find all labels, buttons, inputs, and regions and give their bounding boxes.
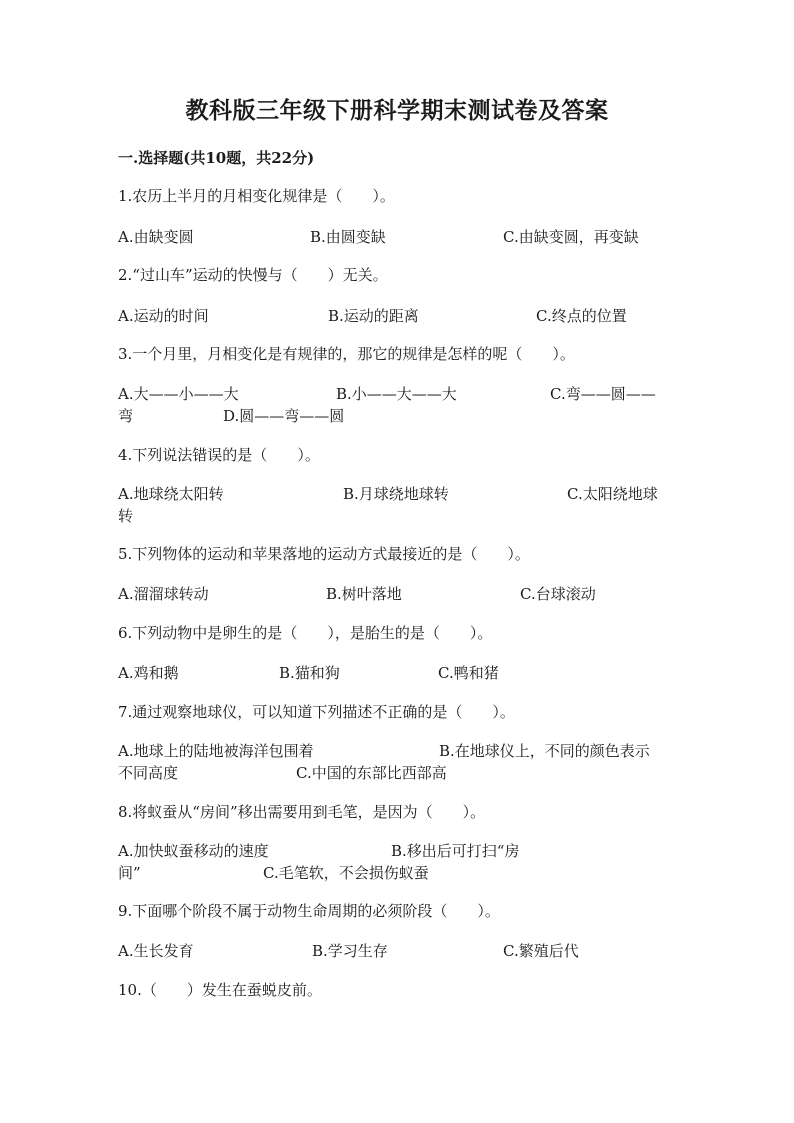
option-b: B.树叶落地 [326,585,402,603]
question-options [118,740,678,784]
question-stem: 10.（ ）发生在蚕蜕皮前。 [118,981,322,999]
option-a: A.生长发育 [118,942,194,960]
option-b: B.猫和狗 [279,664,340,682]
option-c: C.鸭和猪 [438,664,499,682]
question-stem: 3.一个月里，月相变化是有规律的，那它的规律是怎样的呢（ ）。 [118,345,575,363]
option-b: B.运动的距离 [328,307,419,325]
question-options [118,840,678,884]
option-b-continued: 间” [118,864,141,882]
option-c: C.太阳绕地球 [567,485,658,503]
option-b: B.小——大——大 [336,385,457,403]
option-b: B.移出后可打扫“房 [391,842,520,860]
option-d: D.圆——弯——圆 [223,407,345,425]
section-heading: 一.选择题(共10题，共22分) [118,149,315,167]
option-a: A.加快蚁蚕移动的速度 [118,842,269,860]
option-b-continued: 不同高度 [118,764,179,782]
question-stem: 7.通过观察地球仪，可以知道下列描述不正确的是（ ）。 [118,703,515,721]
page-title: 教科版三年级下册科学期末测试卷及答案 [185,97,609,124]
option-b: B.月球绕地球转 [343,485,449,503]
question-stem: 2.“过山车”运动的快慢与（ ）无关。 [118,266,388,284]
question-options [118,662,678,684]
question-options [118,305,678,327]
question-stem: 6.下列动物中是卵生的是（ ），是胎生的是（ ）。 [118,624,493,642]
option-b: B.由圆变缺 [310,228,386,246]
question-stem: 4.下列说法错误的是（ ）。 [118,446,320,464]
option-c: C.弯——圆—— [550,385,656,403]
question-stem: 9.下面哪个阶段不属于动物生命周期的必须阶段（ ）。 [118,902,500,920]
option-a: A.运动的时间 [118,307,209,325]
option-a: A.大——小——大 [118,385,239,403]
option-c: C.中国的东部比西部高 [296,764,447,782]
option-c-continued: 转 [118,507,134,525]
option-c-continued: 弯 [118,407,134,425]
option-b: B.在地球仪上，不同的颜色表示 [439,742,650,760]
question-options [118,226,678,248]
option-a: A.鸡和鹅 [118,664,179,682]
option-c: C.毛笔软，不会损伤蚁蚕 [263,864,429,882]
question-options [118,383,678,427]
option-a: A.地球绕太阳转 [118,485,224,503]
question-stem: 5.下列物体的运动和苹果落地的运动方式最接近的是（ ）。 [118,545,530,563]
question-options [118,940,678,962]
question-options [118,583,678,605]
option-a: A.地球上的陆地被海洋包围着 [118,742,314,760]
question-stem: 8.将蚁蚕从“房间”移出需要用到毛笔，是因为（ ）。 [118,803,486,821]
option-a: A.由缺变圆 [118,228,194,246]
question-stem: 1.农历上半月的月相变化规律是（ ）。 [118,187,395,205]
option-c: C.终点的位置 [536,307,627,325]
option-b: B.学习生存 [312,942,388,960]
option-c: C.繁殖后代 [503,942,579,960]
option-c: C.由缺变圆，再变缺 [503,228,639,246]
option-c: C.台球滚动 [520,585,596,603]
option-a: A.溜溜球转动 [118,585,209,603]
question-options [118,483,678,527]
